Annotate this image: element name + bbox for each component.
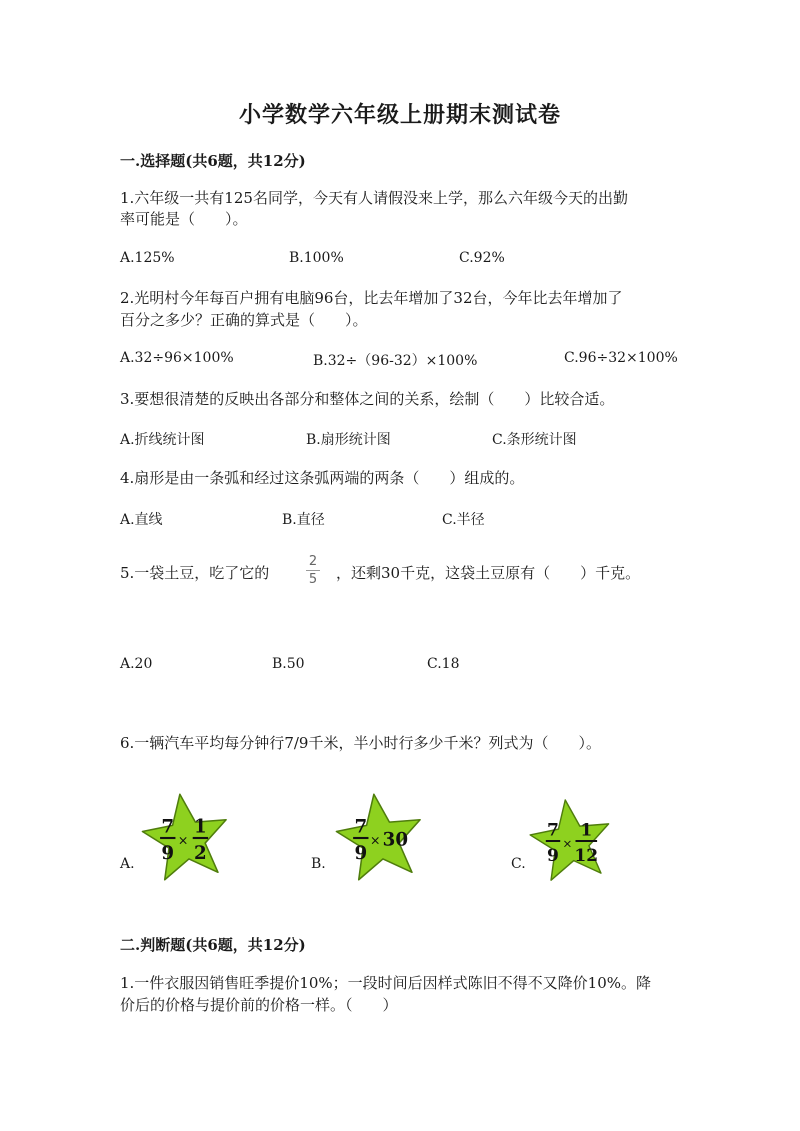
- q6-option-a-label: A.: [120, 856, 135, 872]
- section-heading-judgement: 二.判断题(共6题，共12分): [120, 936, 306, 954]
- star-b-denominator: 9: [354, 843, 368, 865]
- star-b-times: ×: [369, 832, 381, 848]
- fraction-two-fifths: [304, 554, 322, 587]
- question-5-after: ，还剩30千克，这袋土豆原有（ ）千克。: [336, 564, 641, 582]
- q5-option-b: B.50: [272, 656, 305, 672]
- question-2-line-1: 2.光明村今年每百户拥有电脑96台，比去年增加了32台，今年比去年增加了: [120, 289, 623, 307]
- star-c-times: ×: [562, 836, 573, 851]
- star-c-denominator-2: 12: [574, 845, 599, 866]
- fraction-numerator: 2: [308, 554, 318, 569]
- q2-option-c: C.96÷32×100%: [564, 350, 678, 366]
- q3-option-a: A.折线统计图: [120, 432, 205, 448]
- star-option-c: [526, 796, 616, 886]
- question-2-line-2: 百分之多少？正确的算式是（ ）。: [120, 311, 368, 329]
- q1-option-a: A.125%: [120, 250, 175, 266]
- star-a-times: ×: [177, 832, 189, 848]
- star-a-numerator-2: 1: [194, 816, 207, 838]
- question-4-line-1: 4.扇形是由一条弧和经过这条弧两端的两条（ ）组成的。: [120, 469, 525, 487]
- fraction-bar: [306, 570, 320, 571]
- q2-option-a: A.32÷96×100%: [120, 350, 234, 366]
- star-a-denominator-1: 9: [161, 843, 175, 865]
- star-c-numerator-2: 1: [580, 820, 593, 841]
- star-a-denominator-2: 2: [194, 843, 207, 865]
- question-1-line-2: 率可能是（ ）。: [120, 210, 248, 228]
- q3-option-c: C.条形统计图: [492, 432, 577, 448]
- star-a-numerator-1: 7: [161, 816, 175, 838]
- question-1-line-1: 1.六年级一共有125名同学，今天有人请假没来上学，那么六年级今天的出勤: [120, 189, 628, 207]
- star-b-numerator: 7: [354, 816, 368, 838]
- q4-option-c: C.半径: [442, 512, 485, 528]
- q4-option-b: B.直径: [282, 512, 325, 528]
- star-option-b: [332, 790, 428, 886]
- q1-option-c: C.92%: [459, 250, 505, 266]
- q5-option-c: C.18: [427, 656, 460, 672]
- question-5-before: 5.一袋土豆，吃了它的: [120, 564, 270, 582]
- q5-option-a: A.20: [120, 656, 153, 672]
- q6-option-b-label: B.: [311, 856, 326, 872]
- star-shape-b: [332, 790, 428, 886]
- page-title: 小学数学六年级上册期末测试卷: [238, 102, 561, 128]
- star-shape-c: [526, 796, 616, 886]
- judgement-1-line-1: 1.一件衣服因销售旺季提价10%；一段时间后因样式陈旧不得不又降价10%。降: [120, 974, 651, 992]
- section-heading-choice: 一.选择题(共6题，共12分): [120, 152, 306, 170]
- judgement-1-line-2: 价后的价格与提价前的价格一样。（ ）: [120, 996, 398, 1014]
- question-3-line-1: 3.要想很清楚的反映出各部分和整体之间的关系，绘制（ ）比较合适。: [120, 390, 615, 408]
- q2-option-b: B.32÷（96-32）×100%: [313, 353, 478, 369]
- star-c-numerator-1: 7: [547, 820, 559, 841]
- question-6-line-1: 6.一辆汽车平均每分钟行7/9千米，半小时行多少千米？列式为（ ）。: [120, 734, 601, 752]
- star-option-a: [138, 790, 234, 886]
- q6-option-c-label: C.: [511, 856, 526, 872]
- star-b-whole-number: 30: [382, 829, 409, 851]
- star-c-denominator-1: 9: [547, 845, 559, 866]
- star-shape-a: [138, 790, 234, 886]
- q1-option-b: B.100%: [289, 250, 344, 266]
- fraction-denominator: 5: [308, 572, 318, 587]
- q3-option-b: B.扇形统计图: [306, 432, 391, 448]
- q4-option-a: A.直线: [120, 512, 163, 528]
